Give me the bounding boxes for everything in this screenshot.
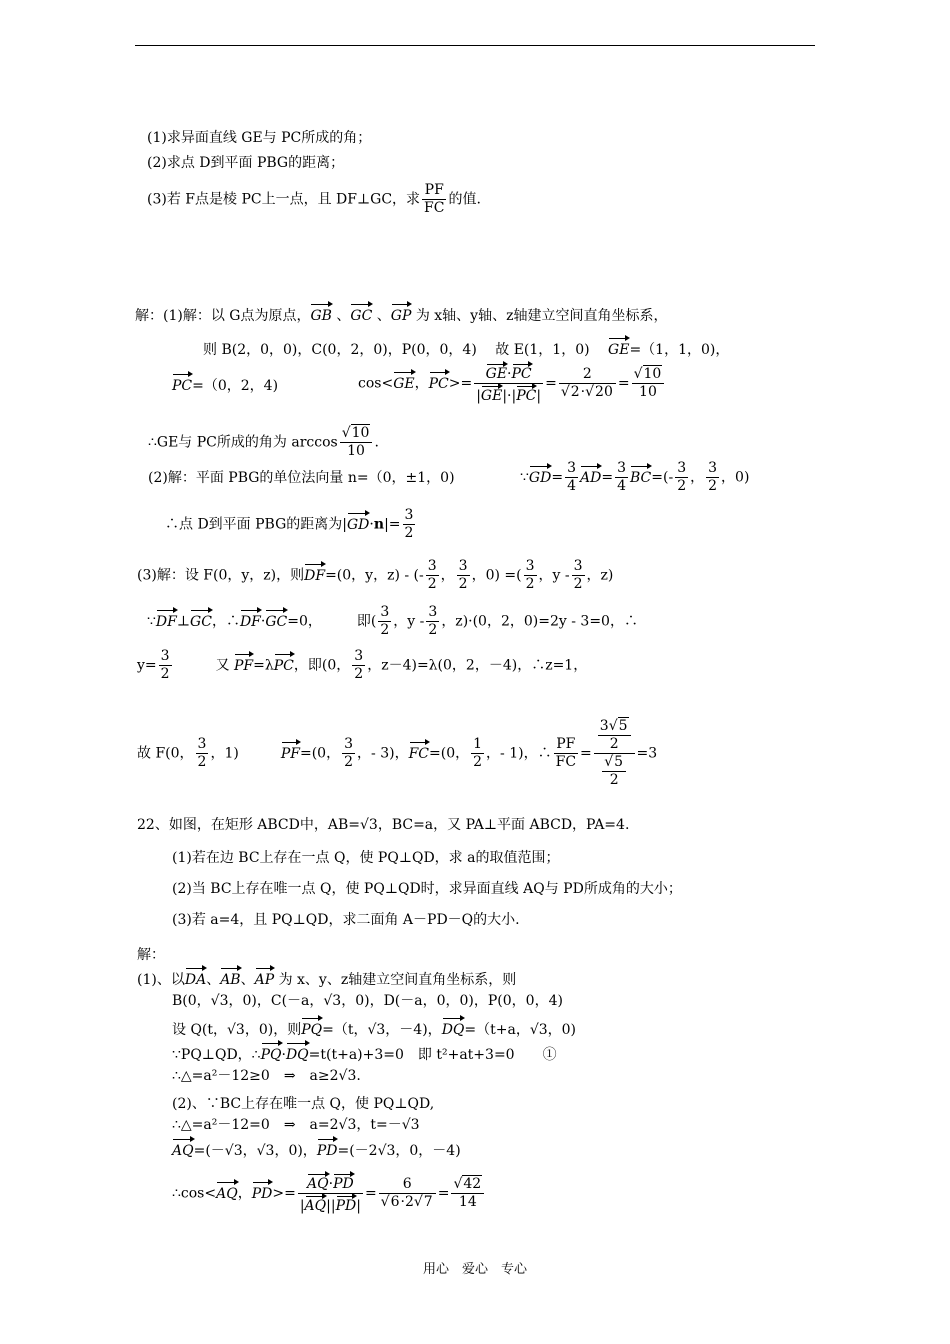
sol22-line7: ∴△=a²－12=0 ⇒ a=2√3，t=－√3 [172,1117,420,1133]
q22-part3: (3)若 a=4，且 PQ⊥QD，求二面角 A－PD－Q的大小. [172,912,520,928]
sol21-line8: ∵DF⊥GC，∴DF·GC=0， 即( $\frac{3}{2}$ ，y - $\frac{3}{2}$ ，z)·(0，2，0)=2y - 3=0，∴ [147,604,638,638]
sol21-line5: (2)解：平面 PBG的单位法向量 n=（0，±1，0) [148,470,455,486]
sol21-gd-formula: ∵GD= $\frac{3}{4}$ AD= $\frac{3}{4}$ BC=(- $\frac{3}{2}$ ， $\frac{3}{2}$ ，0) [520,460,750,494]
q22-part2: (2)当 BC上存在唯一点 Q，使 PQ⊥QD时，求异面直线 AQ与 PD所成角的大小； [172,881,682,897]
sol21-line4: ∴GE与 PC所成的角为 arccos $\frac{√10}{10}$ . [148,425,379,459]
sol22-line3: 设 Q(t，√3，0)，则PQ=（t，√3，－4)，DQ=（t+a，√3，0) [172,1016,576,1040]
sol21-line3: PC=（0，2，4) [172,372,278,396]
sol22-line5: ∴△=a²－12≥0 ⇒ a≥2√3. [172,1068,361,1084]
sol21-line9: y= $\frac{3}{2}$ 又 PF=λPC，即(0， $\frac{3}{2}$ ，z－4)=λ(0，2，－4)，∴z=1， [137,648,588,682]
q22-part1: (1)若在边 BC上存在一点 Q，使 PQ⊥QD，求 a的取值范围； [172,850,560,866]
sol22-line8: AQ=(－√3，√3，0)，PD=(－2√3，0，－4) [172,1137,461,1161]
q21-part2: (2)求点 D到平面 PBG的距离； [147,155,345,171]
page-footer: 用心 爱心 专心 [422,1262,527,1277]
sol21-line2: 则 B(2，0，0)，C(0，2，0)，P(0，0，4) 故 E(1，1，0) GE=（1，1，0)， [203,336,729,360]
sol22-line2: B(0，√3，0)，C(－a，√3，0)，D(－a，0，0)，P(0，0，4) [172,993,563,1009]
sol22-jie: 解： [137,947,165,963]
sol22-line1: (1)、以DA、AB、AP 为 x、y、z轴建立空间直角坐标系，则 [137,966,516,990]
sol21-line10: 故 F(0， $\frac{3}{2}$ ，1) PF=(0， $\frac{3}{2}$ ，- 3)，FC=(0， $\frac{1}{2}$ ，- 1)，∴ $\frac{PF}{FC}$ = $\frac{\frac{3√5}{2}}{\frac{√5}{2}}$ =3 [137,718,658,788]
q21-part1: (1)求异面直线 GE与 PC所成的角； [147,130,372,146]
sol21-line6: ∴点 D到平面 PBG的距离为|GD·n|= $\frac{3}{2}$ [165,507,414,541]
pf-fc-fraction: $\frac{PF}{FC}$ [424,182,445,216]
q22-title: 22、如图，在矩形 ABCD中，AB=√3，BC=a，又 PA⊥平面 ABCD，PA=4. [137,817,630,833]
sol21-cos-formula: cos<GE，PC>= $\frac{GE\cdot PC}{|GE|\cdot|PC|}$ = $\frac{2}{√2\cdot√20}$ = $\frac{√10}{10}$ [358,362,666,405]
sol22-line9: ∴cos<AQ，PD>= $\frac{AQ\cdot PD}{|AQ||PD|}$ = $\frac{6}{√6\cdot 2√7}$ = $\frac{√42}{14}$ [172,1172,486,1215]
q21-part3: (3)若 F点是棱 PC上一点，且 DF⊥GC，求 $\frac{PF}{FC}$ 的值. [147,182,481,216]
sol21-line7: (3)解：设 F(0，y，z)，则DF=(0，y，z) - (- $\frac{3}{2}$ ， $\frac{3}{2}$ ，0) =( $\frac{3}{2}$ ，y - $\frac{3}{2}$ ，z) [137,558,614,592]
header-rule [135,45,815,46]
sol22-line4: ∵PQ⊥QD，∴PQ·DQ=t(t+a)+3=0 即 t²+at+3=0 ① [172,1041,557,1065]
sol22-line6: (2)、∵BC上存在唯一点 Q，使 PQ⊥QD, [172,1096,435,1112]
sol21-line1: 解：(1)解：以 G点为原点，GB 、GC 、GP 为 x轴、y轴、z轴建立空间直角坐标系， [135,302,667,326]
